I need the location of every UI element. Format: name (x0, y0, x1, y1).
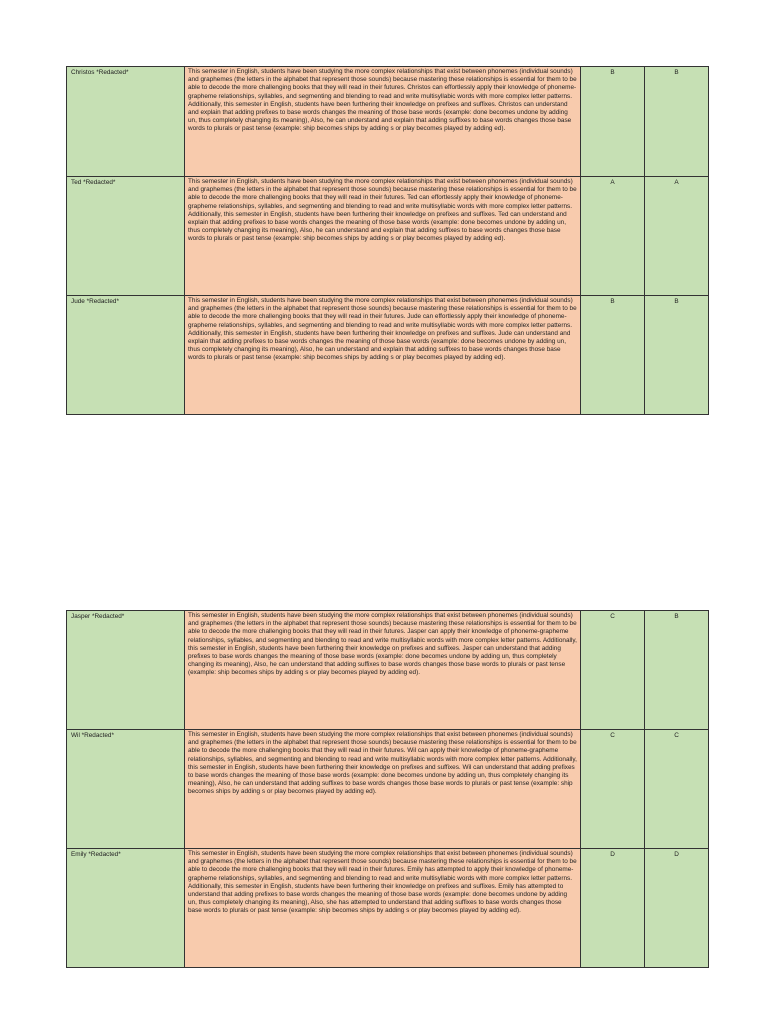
grade-cell-1 (581, 849, 645, 968)
table-row (67, 611, 709, 730)
grade-cell-2 (645, 296, 709, 415)
grade-cell-1 (581, 67, 645, 177)
grade-value: A (610, 179, 615, 186)
table-row (67, 296, 709, 415)
grade-value: C (610, 613, 615, 620)
grade-value: B (674, 613, 679, 620)
grade-cell-1 (581, 296, 645, 415)
comment-text: This semester in English, students have been studying the more complex relationships that exist between phonemes (individual sounds) and graphemes (the letters in the alphabet that represent those sounds) because mastering these relationships is essential for them to be able to decode the more challenging books that they will read in their futures. Wil can apply their knowledge of phoneme-grapheme relationships, syllables, and segmenting and blending to read and write multisyllabic words with more complex letter patterns. Additionally, this semester in English, students have been furthering their knowledge on prefixes and suffixes. Wil can understand that adding prefixes to base words changes the meaning of those base words (example: done becomes undone by adding un, thus completely changing its meaning), Also, he can understand that adding suffixes to base words changes those base words to plurals or past tense (example: ship becomes ships by adding s or play becomes played by adding ed). (188, 731, 577, 796)
student-name: Jasper *Redacted* (71, 613, 125, 620)
table-row (67, 67, 709, 177)
grade-value: D (610, 851, 615, 858)
report-table-bottom (66, 610, 709, 968)
grade-cell-2 (645, 611, 709, 730)
student-name-cell (67, 67, 185, 177)
grade-value: B (610, 298, 615, 305)
student-name-cell (67, 177, 185, 296)
grade-cell-1 (581, 177, 645, 296)
comment-cell (185, 611, 581, 730)
grade-cell-1 (581, 730, 645, 849)
grade-cell-2 (645, 67, 709, 177)
grade-value: B (674, 69, 679, 76)
comment-text: This semester in English, students have been studying the more complex relationships that exist between phonemes (individual sounds) and graphemes (the letters in the alphabet that represent those sounds) because mastering these relationships is essential for them to be able to decode the more challenging books that they will read in their futures. Emily has attempted to apply their knowledge of phoneme-grapheme relationships, syllables, and segmenting and blending to read and write multisyllabic words with more complex letter patterns. Additionally, this semester in English, students have been furthering their knowledge on prefixes and suffixes. Emily has attempted to understand that adding prefixes to base words changes the meaning of those base words (example: done becomes undone by adding un, thus completely changing its meaning), Also, she has attempted to understand that adding suffixes to base words changes those base words to plurals or past tense (example: ship becomes ships by adding s or play becomes played by adding ed). (188, 850, 577, 915)
grade-cell-2 (645, 849, 709, 968)
grade-value: D (674, 851, 679, 858)
student-name-cell (67, 730, 185, 849)
comment-cell (185, 849, 581, 968)
comment-cell (185, 730, 581, 849)
student-name-cell (67, 849, 185, 968)
table-row (67, 849, 709, 968)
student-name-cell (67, 611, 185, 730)
student-name: Wil *Redacted* (71, 732, 114, 739)
table-row (67, 177, 709, 296)
student-name: Christos *Redacted* (71, 69, 129, 76)
comment-text: This semester in English, students have been studying the more complex relationships that exist between phonemes (individual sounds) and graphemes (the letters in the alphabet that represent those sounds) because mastering these relationships is essential for them to be able to decode the more challenging books that they will read in their futures. Ted can effortlessly apply their knowledge of phoneme-grapheme relationships, syllables, and segmenting and blending to read and write multisyllabic words with more complex letter patterns. Additionally, this semester in English, students have been furthering their knowledge on prefixes and suffixes. Ted can understand and explain that adding prefixes to base words changes the meaning of those base words (example: done becomes undone by adding un, thus completely changing its meaning), Also, he can understand and explain that adding suffixes to base words changes those base words to plurals or past tense (example: ship becomes ships by adding s or play becomes played by adding ed). (188, 178, 577, 243)
comment-text: This semester in English, students have been studying the more complex relationships that exist between phonemes (individual sounds) and graphemes (the letters in the alphabet that represent those sounds) because mastering these relationships is essential for them to be able to decode the more challenging books that they will read in their futures. Jasper can apply their knowledge of phoneme-grapheme relationships, syllables, and segmenting and blending to read and write multisyllabic words with more complex letter patterns. Additionally, this semester in English, students have been furthering their knowledge on prefixes and suffixes. Jasper can understand that adding prefixes to base words changes the meaning of those base words (example: done becomes undone by adding un, thus completely changing its meaning), Also, he can understand that adding suffixes to base words changes those base words to plurals or past tense (example: ship becomes ships by adding s or play becomes played by adding ed). (188, 612, 577, 677)
grade-value: B (610, 69, 615, 76)
comment-cell (185, 296, 581, 415)
comment-text: This semester in English, students have been studying the more complex relationships that exist between phonemes (individual sounds) and graphemes (the letters in the alphabet that represent those sounds) because mastering these relationships is essential for them to be able to decode the more challenging books that they will read in their futures. Christos can effortlessly apply their knowledge of phoneme-grapheme relationships, syllables, and segmenting and blending to read and write multisyllabic words with more complex letter patterns. Additionally, this semester in English, students have been furthering their knowledge on prefixes and suffixes. Christos can understand and explain that adding prefixes to base words changes the meaning of those base words (example: done becomes undone by adding un, thus completely changing its meaning), Also, he can understand and explain that adding suffixes to base words changes those base words to plurals or past tense (example: ship becomes ships by adding s or play becomes played by adding ed). (188, 68, 577, 133)
student-name-cell (67, 296, 185, 415)
student-name: Emily *Redacted* (71, 851, 121, 858)
student-name: Ted *Redacted* (71, 179, 116, 186)
grade-value: A (674, 179, 679, 186)
comment-cell (185, 177, 581, 296)
comment-cell (185, 67, 581, 177)
grade-value: C (610, 732, 615, 739)
grade-value: C (674, 732, 679, 739)
grade-cell-2 (645, 177, 709, 296)
student-name: Jude *Redacted* (71, 298, 119, 305)
grade-value: B (674, 298, 679, 305)
grade-cell-1 (581, 611, 645, 730)
comment-text: This semester in English, students have been studying the more complex relationships that exist between phonemes (individual sounds) and graphemes (the letters in the alphabet that represent those sounds) because mastering these relationships is essential for them to be able to decode the more challenging books that they will read in their futures. Jude can effortlessly apply their knowledge of phoneme-grapheme relationships, syllables, and segmenting and blending to read and write multisyllabic words with more complex letter patterns. Additionally, this semester in English, students have been furthering their knowledge on prefixes and suffixes. Jude can understand and explain that adding prefixes to base words changes the meaning of those base words (example: done becomes undone by adding un, thus completely changing its meaning), Also, he can understand and explain that adding suffixes to base words changes those base words to plurals or past tense (example: ship becomes ships by adding s or play becomes played by adding ed). (188, 297, 577, 362)
report-table-top (66, 66, 709, 415)
grade-cell-2 (645, 730, 709, 849)
table-row (67, 730, 709, 849)
